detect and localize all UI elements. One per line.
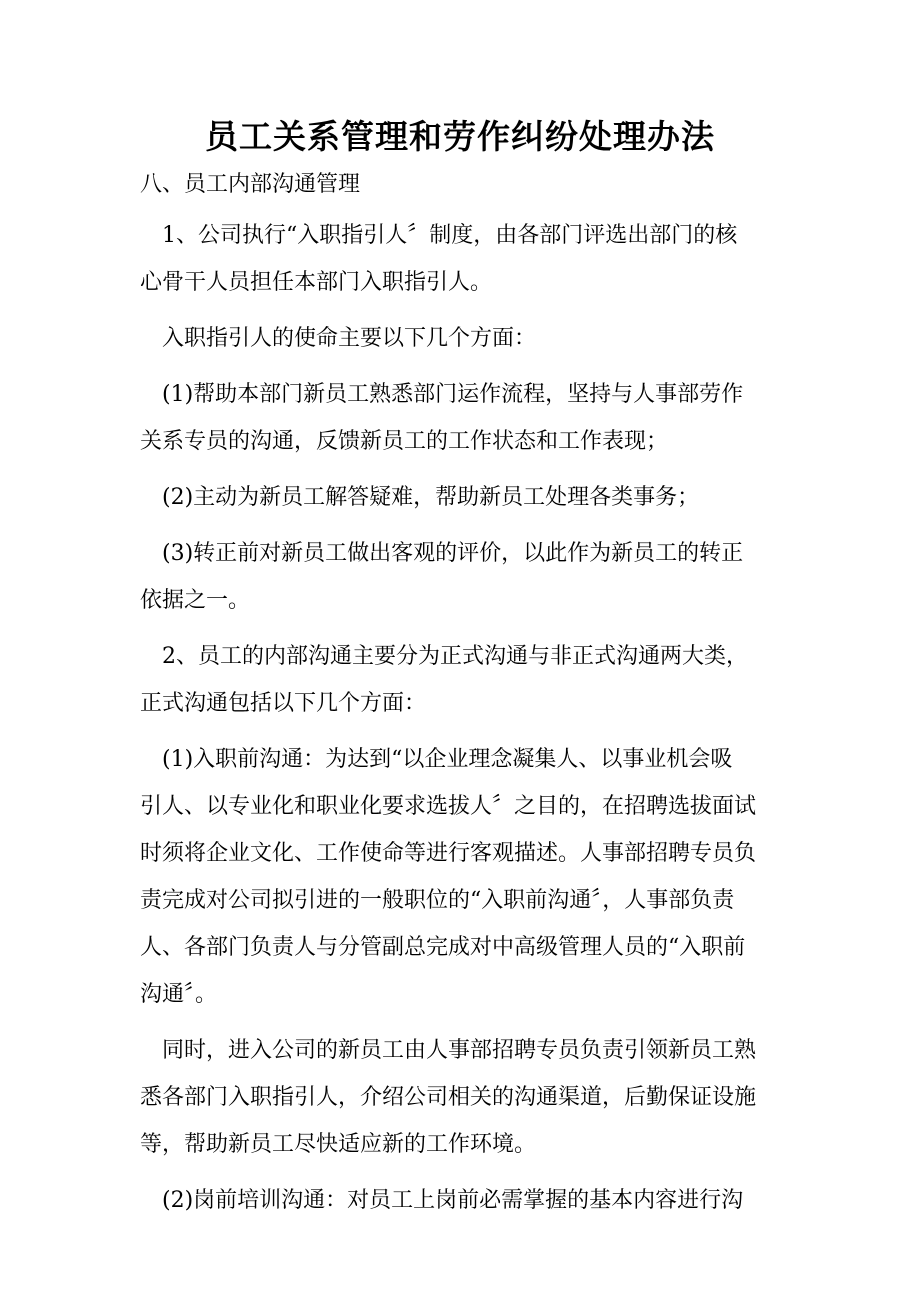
paragraph-line: 时须将企业文化、工作使命等进行客观描述。人事部招聘专员负 bbox=[140, 841, 757, 866]
paragraph-line: 正式沟通包括以下几个方面： bbox=[140, 691, 427, 716]
paragraph bbox=[140, 633, 790, 727]
paragraph-line: 1、公司执行“入职指引人〞制度，由各部门评选出部门的核 bbox=[162, 223, 738, 248]
paragraph-line: (3)转正前对新员工做出客观的评价，以此作为新员工的转正 bbox=[162, 541, 744, 566]
document-title: 员工关系管理和劳作纠纷处理办法 bbox=[205, 117, 715, 156]
paragraph-line: (2)岗前培训沟通：对员工上岗前必需掌握的基本内容进行沟 bbox=[162, 1188, 744, 1213]
paragraph-line: 心骨干人员担任本部门入职指引人。 bbox=[140, 270, 493, 295]
document-body bbox=[140, 212, 790, 1233]
paragraph-line: 人、各部门负责人与分管副总完成对中高级管理人员的“入职前 bbox=[140, 935, 746, 960]
paragraph-line: 关系专员的沟通，反馈新员工的工作状态和工作表现； bbox=[140, 429, 669, 454]
paragraph bbox=[140, 315, 790, 362]
paragraph bbox=[140, 530, 790, 624]
paragraph-line: 责完成对公司拟引进的一般职位的“入职前沟通〞，人事部负责 bbox=[140, 888, 735, 913]
paragraph-line: 依据之一。 bbox=[140, 588, 251, 613]
paragraph bbox=[140, 1177, 790, 1224]
paragraph bbox=[140, 736, 790, 1018]
paragraph-line: 同时，进入公司的新员工由人事部招聘专员负责引领新员工熟 bbox=[162, 1038, 757, 1063]
paragraph-line: 引人、以专业化和职业化要求选拔人〞之目的，在招聘选拔面试 bbox=[140, 794, 757, 819]
paragraph bbox=[140, 371, 790, 465]
paragraph bbox=[140, 212, 790, 306]
paragraph-line: 沟通〞。 bbox=[140, 982, 218, 1007]
paragraph bbox=[140, 1027, 790, 1168]
paragraph-line: 等，帮助新员工尽快适应新的工作环境。 bbox=[140, 1132, 537, 1157]
paragraph-line: 悉各部门入职指引人，介绍公司相关的沟通渠道，后勤保证设施 bbox=[140, 1085, 757, 1110]
paragraph-line: (1)入职前沟通：为达到“以企业理念凝集人、以事业机会吸 bbox=[162, 747, 733, 772]
paragraph bbox=[140, 474, 790, 521]
paragraph-line: 入职指引人的使命主要以下几个方面： bbox=[162, 326, 537, 351]
paragraph-line: (2)主动为新员工解答疑难，帮助新员工处理各类事务； bbox=[162, 485, 700, 510]
paragraph-line: (1)帮助本部门新员工熟悉部门运作流程，坚持与人事部劳作 bbox=[162, 382, 744, 407]
paragraph-line: 2、员工的内部沟通主要分为正式沟通与非正式沟通两大类， bbox=[162, 644, 748, 669]
section-heading: 八、员工内部沟通管理 bbox=[140, 172, 361, 197]
